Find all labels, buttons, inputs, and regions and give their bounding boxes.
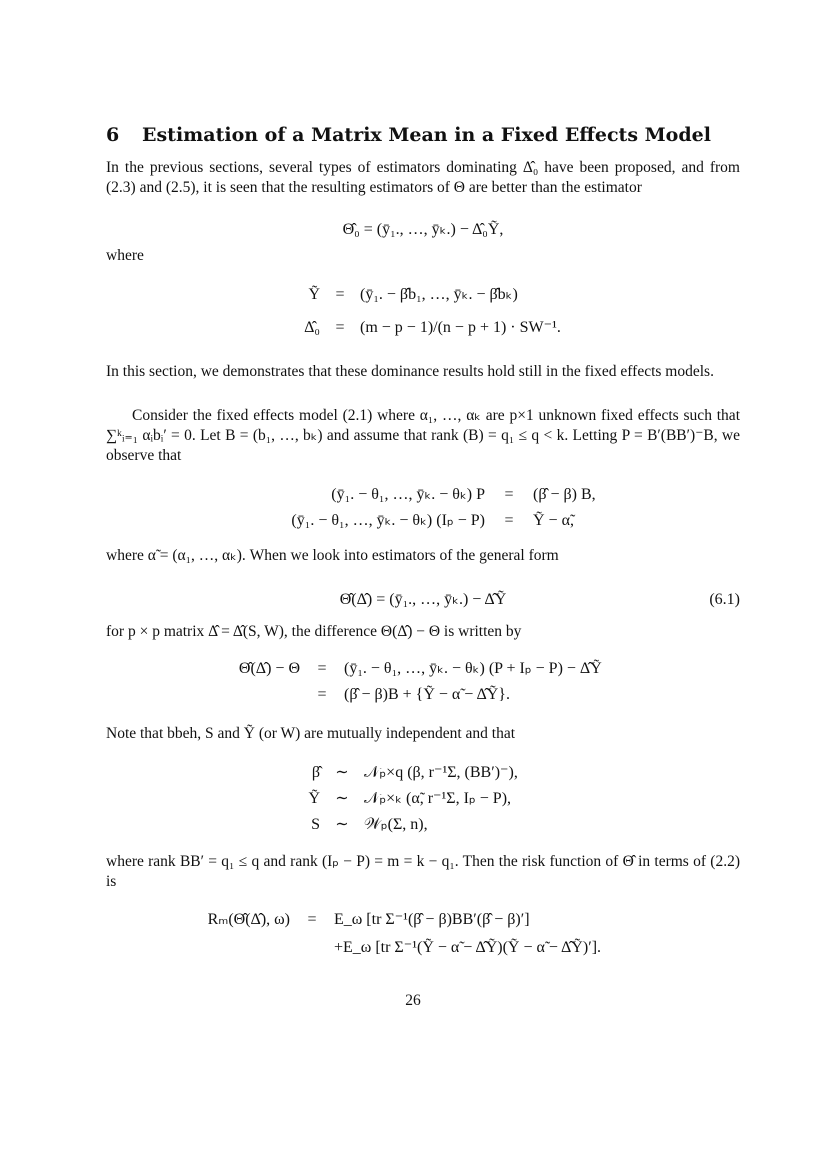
where-label: where xyxy=(106,247,144,264)
equation-general-form xyxy=(106,590,740,610)
eq-dist-s-lhs: S xyxy=(311,816,320,833)
equation-block-difference xyxy=(190,656,750,708)
independence-paragraph: Note that bbeh, S and Ỹ (or W) are mutually independent and that xyxy=(106,725,516,742)
eq-general-form-body: Θ̂(Δ̂) = (ȳ₁., …, ȳₖ.) − Δ̂Ỹ xyxy=(339,591,507,608)
intro-paragraph: In the previous sections, several types of estimators dominating Δ̂₀ have been proposed, and from (2.3) and (2.5), it is seen that the resulting estimators of Θ are better than the estimator xyxy=(106,159,740,196)
eq-dist-beta-lhs: β̂ xyxy=(311,764,320,781)
eq-delta0-lhs: Δ̂₀ xyxy=(304,319,320,336)
difference-paragraph: for p × p matrix Δ̂ = Δ̂(S, W), the difference Θ(Δ̂) − Θ is written by xyxy=(106,623,522,640)
eq-diff-rhs2: (β̂ − β)B + {Ỹ − α̃ − Δ̂Ỹ}. xyxy=(344,686,510,703)
eq-proj2-rhs: Ỹ − α̃, xyxy=(533,512,574,529)
eq-dist-sign: ∼ xyxy=(335,816,349,833)
eq-risk-rhs1: E_ω [tr Σ⁻¹(β̂ − β)BB′(β̂ − β)′] xyxy=(334,911,530,928)
general-form-paragraph: where α̃ = (α₁, …, αₖ). When we look into estimators of the general form xyxy=(106,547,559,564)
section-title: Estimation of a Matrix Mean in a Fixed Effects Model xyxy=(142,124,711,146)
eq-ytilde-rhs: (ȳ₁. − β̂b₁, …, ȳₖ. − β̂bₖ) xyxy=(360,286,518,303)
eq-diff-rhs1: (ȳ₁. − θ₁, …, ȳₖ. − θₖ) (P + Iₚ − P) − Δ̂Ỹ xyxy=(344,660,602,677)
eq-dist-sign: ∼ xyxy=(335,790,349,807)
section-paragraph: In this section, we demonstrates that these dominance results hold still in the fixed effects models. xyxy=(106,363,714,380)
eq-risk-rhs2: +E_ω [tr Σ⁻¹(Ỹ − α̃ − Δ̂Ỹ)(Ỹ − α̃ − Δ̂Ỹ)′]. xyxy=(334,939,602,956)
equation-block-projections xyxy=(230,482,750,534)
eq-sign: = xyxy=(335,286,345,303)
eq-sign: = xyxy=(317,686,327,703)
fixed-effects-paragraph: Consider the fixed effects model (2.1) where α₁, …, αₖ are p×1 unknown fixed effects such that ∑ᵏᵢ₌₁ αᵢbᵢ′ = 0. Let B = (b₁, …, bₖ) and assume that rank (B) = q₁ ≤ q < k. Letting P = B′(BB′)⁻B, we observe that xyxy=(106,407,740,464)
eq-risk-lhs: Rₘ(Θ̂(Δ̂), ω) xyxy=(207,911,290,928)
equation-theta0: Θ̂₀ = (ȳ₁., …, ȳₖ.) − Δ̂₀Ỹ, xyxy=(342,221,504,238)
eq-ytilde-lhs: Ỹ xyxy=(308,286,320,303)
eq-sign: = xyxy=(307,911,317,928)
eq-dist-beta-rhs: 𝒩ₚ×q (β, r⁻¹Σ, (BB′)⁻), xyxy=(364,764,518,781)
equation-number: (6.1) xyxy=(709,591,740,608)
eq-dist-sign: ∼ xyxy=(335,764,349,781)
eq-delta0-rhs: (m − p − 1)/(n − p + 1) · SW⁻¹. xyxy=(360,319,561,336)
eq-sign: = xyxy=(504,486,514,503)
equation-block-distributions xyxy=(290,760,730,838)
page-number: 26 xyxy=(405,992,421,1009)
equation-block-definitions xyxy=(280,282,680,348)
eq-proj1-rhs: (β̂ − β) B, xyxy=(533,486,596,503)
risk-paragraph: where rank BB′ = q₁ ≤ q and rank (Iₚ − P) = m = k − q₁. Then the risk function of Θ̂ in terms of (2.2) is xyxy=(106,853,740,890)
eq-proj2-lhs: (ȳ₁. − θ₁, …, ȳₖ. − θₖ) (Iₚ − P) xyxy=(291,512,485,529)
eq-dist-s-rhs: 𝒲ₚ(Σ, n), xyxy=(364,816,428,833)
eq-dist-y-lhs: Ỹ xyxy=(308,790,320,807)
section-heading xyxy=(106,124,746,146)
section-number: 6 xyxy=(106,124,120,146)
eq-diff-lhs: Θ̂(Δ̂) − Θ xyxy=(238,660,300,677)
eq-sign: = xyxy=(317,660,327,677)
eq-sign: = xyxy=(335,319,345,336)
eq-dist-y-rhs: 𝒩ₚ×ₖ (α̃, r⁻¹Σ, Iₚ − P), xyxy=(364,790,512,807)
eq-sign: = xyxy=(504,512,514,529)
equation-block-risk xyxy=(170,906,750,962)
eq-proj1-lhs: (ȳ₁. − θ₁, …, ȳₖ. − θₖ) P xyxy=(331,486,485,503)
